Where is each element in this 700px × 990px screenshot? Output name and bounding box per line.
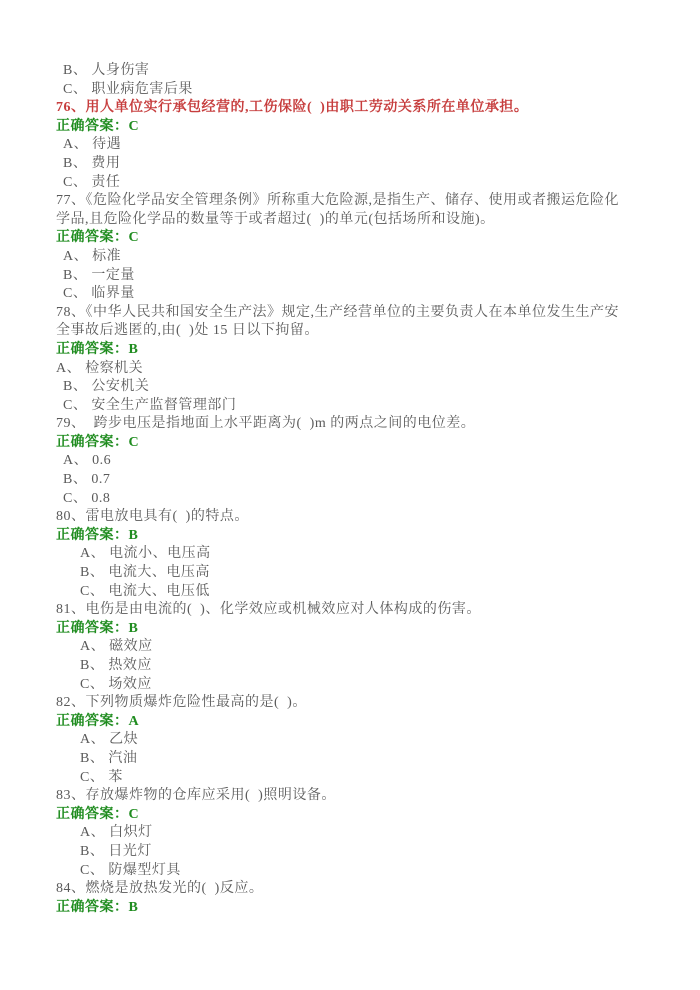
option-76-a: A、 待遇 [63,137,122,153]
question-78-line2: 全事故后逃匿的,由( )处 15 日以下拘留。 [56,323,319,339]
option-83-b: B、 日光灯 [80,843,152,859]
option-80-a: A、 电流小、电压高 [80,546,211,562]
option-76-b: B、 费用 [63,155,121,171]
option-81-b: B、 热效应 [80,658,152,673]
answer-81: 正确答案：B [56,620,139,636]
option-82-b: B、 汽油 [80,750,138,766]
option-78-c: C、 安全生产监督管理部门 [63,397,237,413]
question-84: 84、燃烧是放热发光的( )反应。 [56,881,264,897]
question-83: 83、存放爆炸物的仓库应采用( )照明设备。 [56,788,336,804]
option-83-c: C、 防爆型灯具 [80,862,181,878]
question-78-line1: 78、《中华人民共和国安全生产法》规定,生产经营单位的主要负责人在本单位发生生产安 [56,304,619,320]
question-82: 82、下列物质爆炸危险性最高的是( )。 [56,695,307,711]
answer-79: 正确答案：C [56,434,140,450]
question-79: 79、 跨步电压是指地面上水平距离为( )m 的两点之间的电位差。 [56,416,476,432]
answer-78: 正确答案：B [56,341,139,357]
answer-83: 正确答案：C [56,806,140,822]
option-77-a: A、 标准 [63,248,122,264]
option-83-a: A、 白炽灯 [80,825,153,841]
option-78-a: A、 检察机关 [56,360,144,376]
option-82-a: A、 乙炔 [80,732,139,748]
option-76-c: C、 责任 [63,174,121,190]
option-77-b: B、 一定量 [63,267,135,283]
question-80: 80、雷电放电具有( )的特点。 [56,509,249,525]
answer-76: 正确答案：C [56,118,140,134]
option-82-c: C、 苯 [80,769,123,785]
question-77-line1: 77、《危险化学品安全管理条例》所称重大危险源,是指生产、储存、使用或者搬运危险化 [56,193,619,209]
answer-84: 正确答案：B [56,899,139,915]
document-body [56,62,660,917]
option-80-b: B、 电流大、电压高 [80,565,210,581]
option-78-b: B、 公安机关 [63,379,150,395]
question-76: 76、用人单位实行承包经营的,工伤保险( )由职工劳动关系所在单位承担。 [56,100,529,116]
option-77-c: C、 临界量 [63,286,135,302]
question-77-line2: 学品,且危险化学品的数量等于或者超过( )的单元(包括场所和设施)。 [56,211,495,227]
answer-80: 正确答案：B [56,527,139,543]
option-80-c: C、 电流大、电压低 [80,583,210,599]
option-75-b: B、 人身伤害 [63,63,150,78]
answer-77: 正确答案：C [56,230,140,246]
option-81-c: C、 场效应 [80,676,152,692]
option-79-c: C、 0.8 [63,490,111,506]
option-79-b: B、 0.7 [63,472,111,488]
option-81-a: A、 磁效应 [80,639,153,655]
option-79-a: A、 0.6 [63,453,112,469]
answer-82: 正确答案：A [56,713,140,729]
question-81: 81、电伤是由电流的( )、化学效应或机械效应对人体构成的伤害。 [56,602,481,618]
option-75-c: C、 职业病危害后果 [63,81,193,97]
